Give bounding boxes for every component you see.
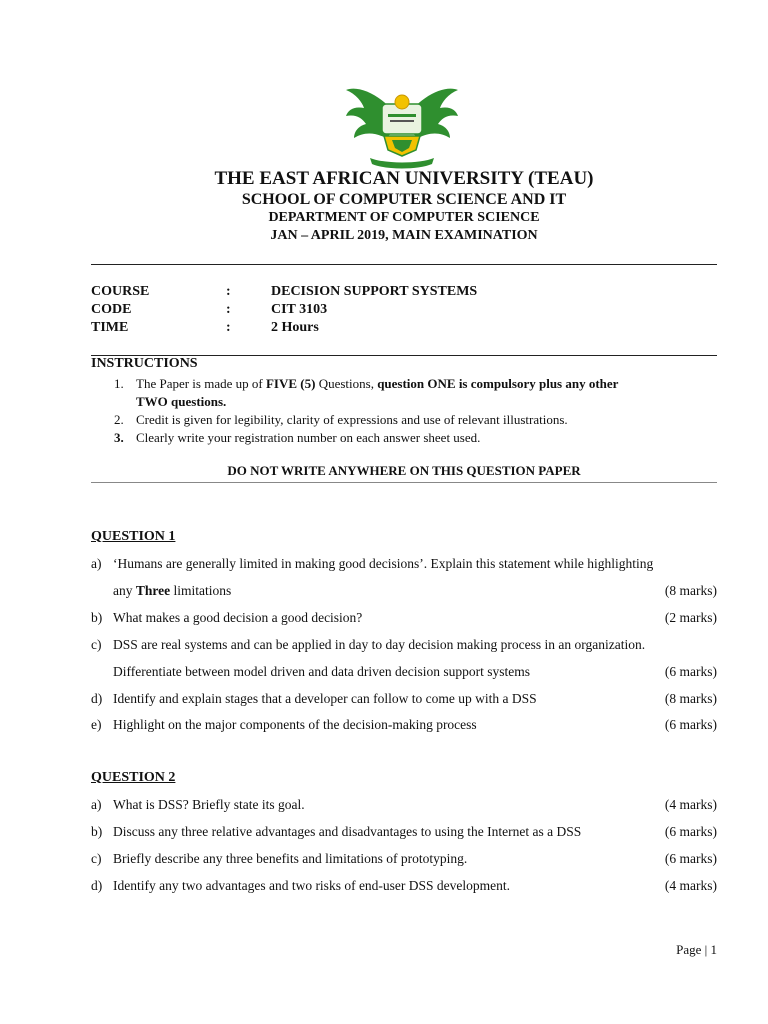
instruction-text: Credit is given for legibility, clarity of expressions and use of relevant illustrations. [136, 412, 568, 427]
question-1-part-c-cont [91, 664, 717, 682]
part-marks: (6 marks) [664, 851, 717, 866]
part-marks: (8 marks) [664, 583, 717, 598]
page-number: Page | 1 [676, 942, 717, 957]
course-value: DECISION SUPPORT SYSTEMS [271, 284, 478, 299]
part-text: Differentiate between model driven and data driven decision support systems [113, 664, 531, 679]
question-2-part-b [91, 824, 717, 842]
part-letter: c) [91, 851, 102, 866]
university-name: THE EAST AFRICAN UNIVERSITY (TEAU) [214, 168, 594, 189]
university-crest-logo [340, 78, 464, 170]
part-letter: a) [91, 556, 102, 571]
part-text: Identify and explain stages that a developer can follow to come up with a DSS [113, 691, 537, 706]
part-marks: (6 marks) [664, 717, 717, 732]
part-text: Briefly describe any three benefits and limitations of prototyping. [113, 851, 468, 866]
part-letter: b) [91, 824, 103, 839]
part-letter: b) [91, 610, 103, 625]
warning-divider [91, 482, 717, 483]
course-label: COURSE [91, 284, 150, 299]
part-text: ‘Humans are generally limited in making good decisions’. Explain this statement while highlighting [113, 556, 654, 571]
part-text: Highlight on the major components of the decision-making process [113, 717, 477, 732]
instruction-number: 2. [114, 412, 124, 427]
part-marks: (8 marks) [664, 691, 717, 706]
question-2-part-c [91, 851, 717, 869]
school-name: SCHOOL OF COMPUTER SCIENCE AND IT [241, 191, 567, 208]
instruction-text: The Paper is made up of FIVE (5) Questions, question ONE is compulsory plus any other TWO questions. [136, 376, 619, 409]
part-text: any Three limitations [113, 583, 232, 598]
do-not-write-warning: DO NOT WRITE ANYWHERE ON THIS QUESTION PAPER [227, 463, 581, 478]
part-text: What makes a good decision a good decision? [113, 610, 363, 625]
part-marks: (6 marks) [664, 664, 717, 679]
code-colon: : [226, 302, 231, 317]
part-letter: d) [91, 691, 103, 706]
exam-session: JAN – APRIL 2019, MAIN EXAMINATION [270, 228, 538, 243]
time-colon: : [226, 320, 231, 335]
question-1-part-a [91, 556, 717, 574]
time-value: 2 Hours [271, 320, 319, 335]
question-1-part-d [91, 691, 717, 709]
code-label: CODE [91, 302, 132, 317]
part-letter: d) [91, 878, 103, 893]
question-1-part-a-cont [91, 583, 717, 601]
instruction-text: Clearly write your registration number on each answer sheet used. [136, 430, 481, 445]
part-marks: (6 marks) [664, 824, 717, 839]
part-marks: (4 marks) [664, 797, 717, 812]
header-divider [91, 264, 717, 265]
question-2-title: QUESTION 2 [91, 770, 176, 785]
part-text: What is DSS? Briefly state its goal. [113, 797, 305, 812]
instruction-number: 3. [114, 430, 124, 445]
instruction-number: 1. [114, 376, 124, 391]
question-2-part-d [91, 878, 717, 896]
code-value: CIT 3103 [271, 302, 328, 317]
part-text: DSS are real systems and can be applied in day to day decision making process in an organization. [113, 637, 646, 652]
department-name: DEPARTMENT OF COMPUTER SCIENCE [268, 210, 540, 225]
part-letter: e) [91, 717, 102, 732]
part-marks: (2 marks) [664, 610, 717, 625]
question-2-part-a [91, 797, 717, 815]
question-1-part-e [91, 717, 717, 735]
instructions-heading: INSTRUCTIONS [91, 356, 198, 371]
question-1-part-c [91, 637, 717, 655]
part-letter: c) [91, 637, 102, 652]
course-colon: : [226, 284, 231, 299]
part-text: Discuss any three relative advantages and disadvantages to using the Internet as a DSS [113, 824, 582, 839]
question-1-title: QUESTION 1 [91, 529, 176, 544]
part-text: Identify any two advantages and two risks of end-user DSS development. [113, 878, 511, 893]
part-marks: (4 marks) [664, 878, 717, 893]
part-letter: a) [91, 797, 102, 812]
question-1-part-b [91, 610, 717, 628]
time-label: TIME [91, 320, 129, 335]
